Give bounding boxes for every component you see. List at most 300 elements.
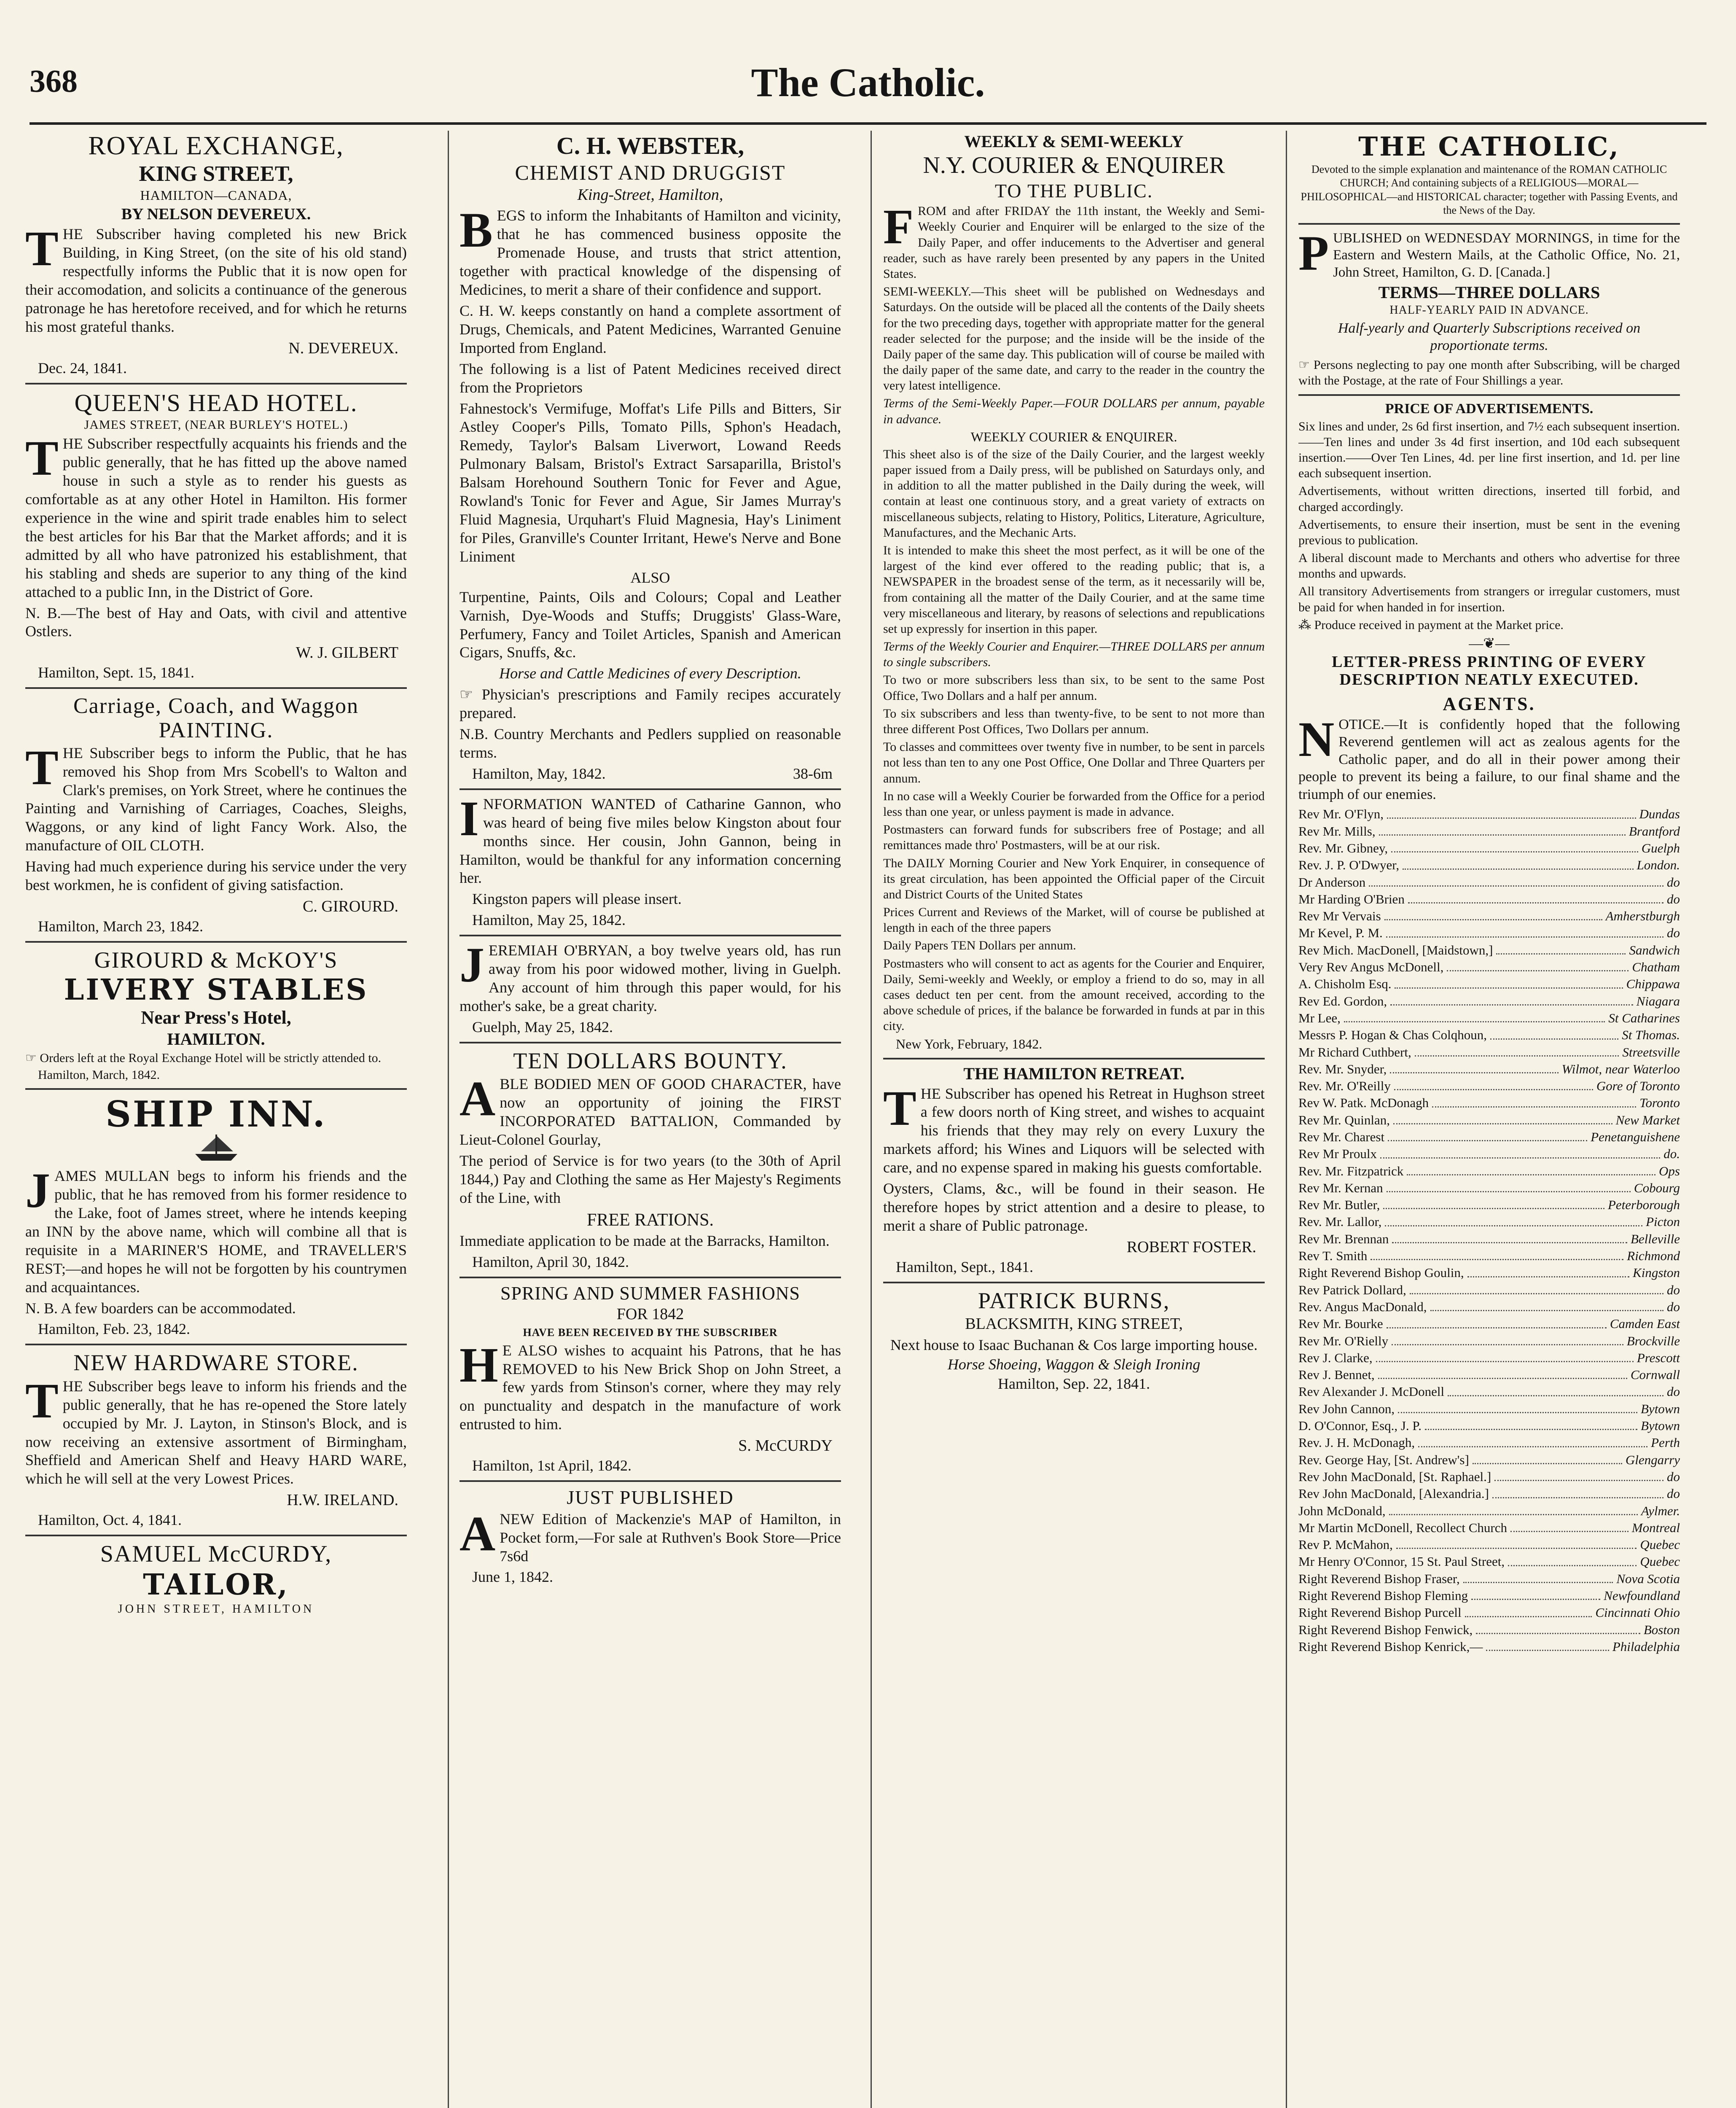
agent-name: Dr Anderson bbox=[1298, 874, 1366, 890]
ad-year: FOR 1842 bbox=[616, 1305, 684, 1323]
leader-dots bbox=[1418, 1434, 1647, 1447]
ad-horse: Horse and Cattle Medicines of every Description. bbox=[499, 665, 801, 682]
agent-row bbox=[1298, 908, 1680, 925]
agent-place: Belleville bbox=[1630, 1231, 1680, 1246]
leader-dots bbox=[1390, 1061, 1558, 1073]
ad-by: BY NELSON DEVEREUX. bbox=[121, 205, 311, 223]
ad-date: Dec. 24, 1841. bbox=[38, 359, 127, 376]
divider bbox=[25, 1535, 407, 1536]
leader-dots bbox=[1408, 891, 1663, 903]
agent-row bbox=[1298, 1519, 1680, 1536]
ad-daily: The DAILY Morning Courier and New York Enquirer, in consequence of its great circulation, has been appointed the Official paper of the Circuit and District Courts of the United States bbox=[883, 856, 1265, 901]
leader-dots bbox=[1463, 1570, 1613, 1583]
ad-date: New York, February, 1842. bbox=[896, 1036, 1043, 1051]
ad-title-text: SHIP INN. bbox=[105, 1093, 327, 1135]
agent-row bbox=[1298, 1485, 1680, 1502]
ad-weekly-head: WEEKLY COURIER & ENQUIRER. bbox=[970, 429, 1177, 444]
ad-list-2: Turpentine, Paints, Oils and Colours; Copal and Leather Varnish, Dye-Woods and Stuffs; Druggists' Glass-Ware, Perfumery, Fancy and Toilet Articles, Spanish and American Cigars, Snuffs, &c. bbox=[460, 588, 841, 661]
ad-street: King-Street, Hamilton, bbox=[577, 186, 723, 204]
agent-row bbox=[1298, 1417, 1680, 1434]
ad-body-2: Horse Shoeing, Waggon & Sleigh Ironing bbox=[947, 1355, 1201, 1373]
painting-ad bbox=[25, 694, 407, 935]
agent-name: Rev J. Bennet, bbox=[1298, 1367, 1375, 1382]
price-text: Six lines and under, 2s 6d first insertion, and 7½ each subsequent insertion.——Ten lines and under 3s 4d first insertion, and 10d each subsequent insertion.——Over Ten Lines, 4d. per line first insertion, and 1d. per line each subsequent insertion. bbox=[1298, 419, 1680, 481]
leader-dots bbox=[1430, 1299, 1663, 1311]
ad-title-2: TAILOR, bbox=[143, 1568, 289, 1602]
ad-title: QUEEN'S HEAD HOTEL. bbox=[74, 389, 358, 417]
ad-title: C. H. WEBSTER, bbox=[556, 132, 744, 159]
ad-subtitle: CHEMIST AND DRUGGIST bbox=[515, 160, 786, 184]
agent-row bbox=[1298, 1553, 1680, 1570]
ad-signature: ROBERT FOSTER. bbox=[1126, 1238, 1256, 1256]
ad-body-3: Immediate application to be made at the Barracks, Hamilton. bbox=[460, 1232, 830, 1249]
agent-row bbox=[1298, 1401, 1680, 1417]
ad-body: THE Subscriber has opened his Retreat in Hughson street a few doors north of King street, and wishes to acquaint his friends that they may rely on every Luxury the markets afford; his Wines and Liquors will be selected with care, and no expense spared in making his guests comfortable. bbox=[883, 1080, 1265, 1176]
ad-body: INFORMATION WANTED of Catharine Gannon, who was heard of being five miles below Kingston about four months since. Her cousin, John Gannon, being in Hamilton, would be thankful for any information concerning her. bbox=[460, 790, 841, 887]
agent-row bbox=[1298, 1078, 1680, 1094]
ad-subtitle: BLACKSMITH, KING STREET, bbox=[965, 1315, 1183, 1333]
agent-name: Rev T. Smith bbox=[1298, 1248, 1368, 1264]
ad-date: Hamilton, May 25, 1842. bbox=[472, 911, 626, 929]
ad-title: TEN DOLLARS BOUNTY. bbox=[513, 1048, 787, 1073]
leader-dots bbox=[1378, 1366, 1627, 1379]
divider bbox=[883, 1282, 1265, 1283]
ad-street: KING STREET, bbox=[139, 162, 293, 186]
divider bbox=[25, 1344, 407, 1345]
ad-body: THE Subscriber begs to inform the Public, that he has removed his Shop from Mrs Scobell's to Walton and Clark's premises, on York Street, where he continues the Painting and Varnishing of Carriages, Coaches, Sleighs, Waggons, or any kind of light Fancy Work. Also, the manufacture of OIL CLOTH. bbox=[25, 739, 407, 854]
agent-name: Rev John Cannon, bbox=[1298, 1401, 1395, 1416]
ad-body-3: The following is a list of Patent Medicines received direct from the Proprietors bbox=[460, 360, 841, 396]
ad-date: Hamilton, April 30, 1842. bbox=[472, 1253, 629, 1270]
ad-date: Hamilton, May, 1842. bbox=[472, 765, 606, 782]
ad-rations: FREE RATIONS. bbox=[586, 1210, 714, 1230]
ad-no-case: In no case will a Weekly Courier be forwarded from the Office for a period less than one year, or unless payment is made in advance. bbox=[883, 789, 1265, 819]
leader-dots bbox=[1369, 874, 1663, 887]
agent-row bbox=[1298, 1383, 1680, 1400]
ad-note: N. B.—The best of Hay and Oats, with civil and attentive Ostlers. bbox=[25, 604, 407, 640]
agent-place: Chippawa bbox=[1626, 976, 1680, 992]
leader-dots bbox=[1376, 1350, 1634, 1362]
agent-name: Rev John MacDonald, [Alexandria.] bbox=[1298, 1486, 1489, 1501]
ad-body: THE Subscriber begs leave to inform his friends and the public generally, that he has re-opened the Store lately occupied by Mr. J. Layton, in Stinson's Block, and is now receiving an extensive assortment of Birmingham, Sheffield and American Shelf and Heavy HARD WARE, which he will sell at the very Lowest Prices. bbox=[25, 1373, 407, 1487]
map-ad bbox=[460, 1487, 841, 1586]
price-transitory: All transitory Advertisements from strangers or irregular customers, must be paid for when handed in for insertion. bbox=[1298, 584, 1680, 614]
paper-devoted: Devoted to the simple explanation and maintenance of the ROMAN CATHOLIC CHURCH; And containing subjects of a RELIGIOUS—MORAL—PHILOSOPHICAL—and HISTORICAL character; together with Passing Events, and the News of the Day. bbox=[1301, 163, 1678, 216]
price-evening: Advertisements, to ensure their insertion, must be sent in the evening previous to publication. bbox=[1298, 517, 1680, 547]
fashions-ad bbox=[460, 1283, 841, 1475]
agent-name: Rev Mr. Charest bbox=[1298, 1129, 1385, 1144]
information-wanted-ad bbox=[460, 790, 841, 929]
ad-semi-terms: Terms of the Semi-Weekly Paper.—FOUR DOLLARS per annum, payable in advance. bbox=[883, 396, 1265, 426]
column-rule bbox=[1286, 131, 1287, 2108]
agent-place: Perth bbox=[1651, 1435, 1680, 1450]
leader-dots bbox=[1448, 1383, 1663, 1396]
column-2 bbox=[460, 131, 841, 2108]
agent-place: Brantford bbox=[1629, 823, 1680, 839]
agent-place: Penetanguishene bbox=[1591, 1129, 1680, 1144]
divider bbox=[460, 1277, 841, 1278]
ad-date: Hamilton, Feb. 23, 1842. bbox=[38, 1320, 190, 1338]
paper-title: THE CATHOLIC, bbox=[1358, 131, 1620, 162]
ad-title: PATRICK BURNS, bbox=[978, 1288, 1170, 1313]
livery-ad bbox=[25, 948, 407, 1082]
agent-name: Rev John MacDonald, [St. Raphael.] bbox=[1298, 1469, 1491, 1484]
agent-row bbox=[1298, 806, 1680, 823]
ad-date: Hamilton, Sept., 1841. bbox=[896, 1258, 1033, 1275]
page-number: 368 bbox=[30, 64, 78, 99]
leader-dots bbox=[1473, 1452, 1622, 1464]
price-without: Advertisements, without written directions, inserted till forbid, and charged accordingly. bbox=[1298, 484, 1680, 514]
agent-row bbox=[1298, 1536, 1680, 1553]
agent-place: Prescott bbox=[1637, 1350, 1680, 1365]
agent-row bbox=[1298, 857, 1680, 874]
column-rule bbox=[871, 131, 872, 2108]
agent-name: Rev Mr. Bourke bbox=[1298, 1316, 1383, 1331]
agent-name: Right Reverend Bishop Purcell bbox=[1298, 1605, 1462, 1620]
ad-title: GIROURD & McKOY'S bbox=[94, 947, 338, 973]
asterism-icon: ⁂ bbox=[1298, 618, 1311, 632]
ad-physicians-text: Physician's prescriptions and Family recipes accurately prepared. bbox=[460, 686, 841, 722]
ad-place: HAMILTON. bbox=[167, 1029, 265, 1049]
leader-dots bbox=[1344, 1010, 1605, 1022]
leader-dots bbox=[1403, 857, 1633, 869]
paper-neglect-text: Persons neglecting to pay one month after Subscribing, will be charged with the Postage, at the rate of Four Shillings a year. bbox=[1298, 358, 1680, 387]
agent-name: Rev Mr. Brennan bbox=[1298, 1231, 1389, 1246]
leader-dots bbox=[1396, 1536, 1637, 1549]
ad-title: NEW HARDWARE STORE. bbox=[73, 1350, 359, 1376]
agent-row bbox=[1298, 1112, 1680, 1129]
agent-place: Camden East bbox=[1610, 1316, 1680, 1331]
ad-date: Hamilton, Oct. 4, 1841. bbox=[38, 1511, 182, 1529]
agent-name: Right Reverend Bishop Goulin, bbox=[1298, 1265, 1464, 1280]
leader-dots bbox=[1392, 1333, 1623, 1345]
agent-name: Mr Martin McDonell, Recollect Church bbox=[1298, 1520, 1508, 1535]
leader-dots bbox=[1391, 840, 1638, 852]
agent-place: do bbox=[1667, 1299, 1680, 1314]
ad-note: N. B. A few boarders can be accommodated. bbox=[25, 1299, 296, 1317]
ad-title: SAMUEL McCURDY, bbox=[100, 1541, 332, 1568]
ad-weekly: This sheet also is of the size of the Daily Courier, and the largest weekly paper issued from a Daily press, will be published on Saturdays only, and in addition to all the matter published in the Daily during the week, will contain at least one continuous story, and a great variety of extracts on miscellaneous subjects, relating to History, Politics, Literature, Agriculture, Manufactures, and the Mechanic Arts. bbox=[883, 447, 1265, 540]
divider bbox=[1298, 223, 1680, 225]
agent-row bbox=[1298, 1570, 1680, 1587]
agent-place: Cincinnati Ohio bbox=[1595, 1605, 1680, 1620]
agent-place: Nova Scotia bbox=[1616, 1571, 1680, 1586]
agent-row bbox=[1298, 1315, 1680, 1332]
ad-also: ALSO bbox=[630, 569, 670, 586]
leader-dots bbox=[1415, 1044, 1619, 1057]
ad-date: Hamilton, March, 1842. bbox=[38, 1067, 160, 1082]
ad-subtitle: HAVE BEEN RECEIVED BY THE SUBSCRIBER bbox=[523, 1326, 778, 1339]
divider bbox=[460, 935, 841, 936]
leader-dots bbox=[1490, 1027, 1618, 1039]
agent-place: Quebec bbox=[1640, 1554, 1680, 1569]
agent-place: Bytown bbox=[1641, 1418, 1680, 1433]
agent-row bbox=[1298, 1163, 1680, 1180]
ad-signature: W. J. GILBERT bbox=[296, 644, 398, 662]
agent-row bbox=[1298, 1197, 1680, 1213]
agent-place: Newfoundland bbox=[1604, 1588, 1680, 1603]
agent-row bbox=[1298, 959, 1680, 976]
divider bbox=[1298, 394, 1680, 396]
ad-body: THE Subscriber having completed his new Brick Building, in King Street, (on the site of his old stand) respectfully informs the Public that it is now open for their accomodation, and solicits a continuance of the generous patronage he has heretofore received, and for which he returns his most grateful thanks. bbox=[25, 221, 407, 335]
leader-dots bbox=[1510, 1519, 1629, 1532]
ad-note: N.B. Country Merchants and Pedlers supplied on reasonable terms. bbox=[460, 726, 841, 761]
divider bbox=[460, 1042, 841, 1043]
leader-dots bbox=[1465, 1604, 1592, 1617]
paper-terms: TERMS—THREE DOLLARS bbox=[1378, 282, 1600, 302]
agent-place: Picton bbox=[1646, 1214, 1680, 1229]
agent-name: Rev Mr. Kernan bbox=[1298, 1180, 1383, 1195]
agent-row bbox=[1298, 925, 1680, 941]
paper-quarterly: Half-yearly and Quarterly Subscriptions received on proportionate terms. bbox=[1338, 320, 1641, 354]
agent-name: Rev Mr Vervais bbox=[1298, 909, 1381, 924]
leader-dots bbox=[1410, 1282, 1663, 1294]
leader-dots bbox=[1394, 1078, 1593, 1090]
agent-name: Rev. Mr. O'Reilly bbox=[1298, 1078, 1391, 1094]
leader-dots bbox=[1432, 1094, 1636, 1107]
agent-name: D. O'Connor, Esq., J. P. bbox=[1298, 1418, 1422, 1433]
leader-dots bbox=[1447, 959, 1629, 971]
ad-title-2: LIVERY STABLES bbox=[64, 973, 368, 1007]
ad-body: Next house to Isaac Buchanan & Cos large importing house. bbox=[890, 1336, 1258, 1353]
ad-list: Fahnestock's Vermifuge, Moffat's Life Pills and Bitters, Sir Astley Cooper's Pills, Tomato Pills, Sphon's Headach, Remedy, Taylor's Balsam Liverwort, Lowand Reeds Pulmonary Balsam, Bristol's Extract Sarsaparilla, Bristol's Balsam Horehound Southern Tonic for Fever and Ague, Rowland's Tonic for Fever and Ague, Sir James Murray's Fluid Magnesia, Urquhart's Fluid Magnesia, Hay's Liniment for Piles, Granville's Counter Irritant, Hewe's Nerve and Bone Liniment bbox=[460, 400, 841, 565]
agent-place: Guelph bbox=[1641, 840, 1680, 855]
agent-place: do bbox=[1667, 1486, 1680, 1501]
agent-name: Rev Mr. O'Flyn, bbox=[1298, 807, 1384, 822]
ad-body: THE Subscriber respectfully acquaints his friends and the public generally, that he has fitted up the above named house in such a style as to render his guests as comfortable as at any other Hotel in Hamilton. His former experience in the wine and spirit trade enables him to select the best articles for his Bar that the Market affords; and it is admitted by all who have patronized his establishment, that his stabling and sheds are superior to any thing of the kind attached to a public Inn, in the District of Gore. bbox=[25, 430, 407, 600]
divider bbox=[883, 1058, 1265, 1059]
agent-place: Montreal bbox=[1631, 1520, 1680, 1535]
agent-row bbox=[1298, 993, 1680, 1010]
paper-neglect bbox=[1298, 357, 1680, 388]
masthead: The Catholic. bbox=[751, 60, 985, 105]
agent-place: do bbox=[1667, 1469, 1680, 1484]
agent-row bbox=[1298, 874, 1680, 891]
agent-row bbox=[1298, 1145, 1680, 1162]
agent-place: Aylmer. bbox=[1641, 1503, 1680, 1518]
price-title: PRICE OF ADVERTISEMENTS. bbox=[1385, 401, 1594, 417]
agent-row bbox=[1298, 1094, 1680, 1111]
ad-signature: N. DEVEREUX. bbox=[288, 339, 398, 357]
leader-dots bbox=[1387, 1315, 1607, 1328]
agent-row bbox=[1298, 1333, 1680, 1350]
ad-body: ANEW Edition of Mackenzie's MAP of Hamilton, in Pocket form,—For sale at Ruthven's Book Store—Price 7s6d bbox=[460, 1506, 841, 1565]
leader-dots bbox=[1393, 1112, 1612, 1124]
agent-name: Rev Mr. Mills, bbox=[1298, 823, 1376, 839]
agent-name: Rev W. Patk. McDonagh bbox=[1298, 1095, 1429, 1110]
divider bbox=[25, 941, 407, 943]
ad-title: ROYAL EXCHANGE, bbox=[88, 132, 344, 160]
ad-signature: C. GIROURD. bbox=[303, 898, 398, 915]
agent-name: Rev Patrick Dollard, bbox=[1298, 1282, 1406, 1297]
ad-body-2: C. H. W. keeps constantly on hand a complete assortment of Drugs, Chemicals, and Patent Medicines, Warranted Genuine Imported from England. bbox=[460, 302, 841, 356]
agent-name: Mr Kevel, P. M. bbox=[1298, 925, 1383, 941]
divider bbox=[25, 383, 407, 384]
agent-name: Right Reverend Bishop Fraser, bbox=[1298, 1571, 1460, 1586]
agent-name: Rev. Mr. Lallor, bbox=[1298, 1214, 1382, 1229]
ad-to: TO THE PUBLIC. bbox=[994, 180, 1153, 202]
divider bbox=[25, 687, 407, 689]
agents-notice: NOTICE.—It is confidently hoped that the following Reverend gentlemen will act as zealous agents for the Catholic paper, and do all in their power among their people to prevent its being a failure, to our final shame and the triumph of our enemies. bbox=[1298, 712, 1680, 802]
leader-dots bbox=[1425, 1417, 1637, 1430]
agent-place: London. bbox=[1637, 858, 1680, 873]
ad-daily-terms: Daily Papers TEN Dollars per annum. bbox=[883, 938, 1076, 953]
agent-place: Brockville bbox=[1626, 1333, 1680, 1348]
leader-dots bbox=[1476, 1621, 1640, 1634]
agent-place: Sandwich bbox=[1629, 942, 1680, 957]
agent-place: Wilmot, near Waterloo bbox=[1561, 1061, 1680, 1076]
agent-row bbox=[1298, 1299, 1680, 1315]
ad-body-2: The period of Service is for two years (to the 30th of April 1844,) Pay and Clothing the same as Her Majesty's Regiments of the Line, with bbox=[460, 1152, 841, 1206]
agent-place: do bbox=[1667, 925, 1680, 941]
agent-row bbox=[1298, 1231, 1680, 1248]
ad-clubs-3: To classes and committees over twenty five in number, to be sent in parcels not less than ten to any one Post Office, One Dollar and Three Quarters per annum. bbox=[883, 740, 1265, 785]
ad-kicker: WEEKLY & SEMI-WEEKLY bbox=[964, 132, 1184, 151]
agent-name: Messrs P. Hogan & Chas Colqhoun, bbox=[1298, 1027, 1487, 1043]
agent-name: Rev Alexander J. McDonell bbox=[1298, 1384, 1445, 1399]
column-4 bbox=[1298, 131, 1680, 2108]
price-discount: A liberal discount made to Merchants and others who advertise for three months and upwards. bbox=[1298, 551, 1680, 581]
leader-dots bbox=[1386, 925, 1663, 937]
courier-ad bbox=[883, 132, 1265, 1052]
agent-place: Bytown bbox=[1641, 1401, 1680, 1416]
column-3 bbox=[883, 131, 1265, 2108]
leader-dots bbox=[1471, 1587, 1600, 1600]
agent-place: do bbox=[1667, 891, 1680, 906]
agent-row bbox=[1298, 976, 1680, 992]
pointing-hand-icon: ☞ bbox=[1298, 358, 1310, 372]
ad-body: FROM and after FRIDAY the 11th instant, the Weekly and Semi-Weekly Courier and Enquirer will be enlarged to the size of the Daily Paper, and offer inducements to the Advertiser and general reader, such as have rarely been presented by any papers in the United States. bbox=[883, 199, 1265, 281]
column-1 bbox=[25, 131, 407, 2108]
agent-place: Richmond bbox=[1627, 1248, 1680, 1264]
ad-date: Hamilton, 1st April, 1842. bbox=[472, 1457, 632, 1474]
ad-signature: S. McCURDY bbox=[738, 1437, 833, 1455]
ad-date: Hamilton, March 23, 1842. bbox=[38, 918, 203, 935]
agent-row bbox=[1298, 1213, 1680, 1230]
agent-row bbox=[1298, 1350, 1680, 1366]
agent-place: Ops bbox=[1659, 1163, 1680, 1178]
agent-place: Amherstburgh bbox=[1605, 909, 1680, 924]
agent-row bbox=[1298, 1604, 1680, 1621]
agent-place: Streetsville bbox=[1622, 1044, 1680, 1059]
queens-head-ad bbox=[25, 390, 407, 682]
ad-clubs: To two or more subscribers less than six, to be sent to the same Post Office, Two Dollars and a half per annum. bbox=[883, 673, 1265, 703]
agent-name: Rev Mr. Butler, bbox=[1298, 1197, 1380, 1213]
agent-row bbox=[1298, 1264, 1680, 1281]
agent-name: Mr Harding O'Brien bbox=[1298, 891, 1405, 906]
leader-dots bbox=[1371, 1248, 1623, 1260]
ad-note: Kingston papers will please insert. bbox=[472, 890, 682, 908]
agent-place: Philadelphia bbox=[1612, 1639, 1680, 1654]
agent-place: Niagara bbox=[1636, 993, 1680, 1008]
agent-place: Kingston bbox=[1633, 1265, 1680, 1280]
agent-name: Mr Henry O'Connor, 15 St. Paul Street, bbox=[1298, 1554, 1505, 1569]
agent-name: Rev. Mr. Snyder, bbox=[1298, 1061, 1387, 1076]
leader-dots bbox=[1467, 1264, 1629, 1277]
agent-place: Cornwall bbox=[1630, 1367, 1680, 1382]
agent-name: Rev. J. P. O'Dwyer, bbox=[1298, 858, 1400, 873]
agent-row bbox=[1298, 1282, 1680, 1299]
ad-subtitle: JAMES STREET, (NEAR BURLEY'S HOTEL.) bbox=[84, 418, 348, 432]
agent-row bbox=[1298, 1366, 1680, 1383]
agent-row bbox=[1298, 840, 1680, 857]
webster-ad bbox=[460, 132, 841, 782]
leader-dots bbox=[1387, 1180, 1631, 1192]
ship-icon bbox=[25, 1133, 407, 1164]
ad-body-2: Having had much experience during his service under the very best workmen, he is confident of giving satisfaction. bbox=[25, 858, 407, 894]
ad-date: Hamilton, Sept. 15, 1841. bbox=[38, 664, 194, 681]
agent-name: Rev Mr. Quinlan, bbox=[1298, 1112, 1390, 1127]
agent-place: Gore of Toronto bbox=[1596, 1078, 1680, 1094]
agent-name: Mr Lee, bbox=[1298, 1010, 1341, 1025]
agent-row bbox=[1298, 1468, 1680, 1485]
agent-place: do. bbox=[1663, 1146, 1680, 1162]
agent-place: do bbox=[1667, 874, 1680, 890]
leader-dots bbox=[1486, 1638, 1609, 1651]
ship-inn-ad bbox=[25, 1095, 407, 1338]
agent-name: Rev J. Clarke, bbox=[1298, 1350, 1373, 1365]
price-produce bbox=[1298, 617, 1680, 633]
leader-dots bbox=[1379, 823, 1626, 836]
ad-date: June 1, 1842. bbox=[472, 1568, 553, 1586]
agent-row bbox=[1298, 1129, 1680, 1145]
agent-name: John McDonald, bbox=[1298, 1503, 1386, 1518]
agent-row bbox=[1298, 942, 1680, 959]
agent-place: do bbox=[1667, 1282, 1680, 1297]
ad-body: JAMES MULLAN begs to inform his friends and the public, that he has removed from his former residence to the Lake, foot of James street, where he intends keeping an INN by the above name, which will combine all that is requisite in a MARINER'S HOME, and TRAVELLER'S REST;—and hopes he will not be forgotten by his countrymen and acquaintances. bbox=[25, 1163, 407, 1296]
agent-row bbox=[1298, 1638, 1680, 1655]
agent-row bbox=[1298, 823, 1680, 840]
leader-dots bbox=[1392, 1231, 1627, 1243]
leader-dots bbox=[1407, 1163, 1655, 1175]
agent-name: Right Reverend Bishop Fleming bbox=[1298, 1588, 1468, 1603]
agent-place: Toronto bbox=[1639, 1095, 1680, 1110]
leader-dots bbox=[1390, 993, 1633, 1006]
royal-exchange-ad bbox=[25, 132, 407, 377]
ad-body-2: Oysters, Clams, &c., will be found in their season. He therefore hopes by strict attention and a desire to please, to merit a share of Public patronage. bbox=[883, 1180, 1265, 1234]
paper-published: PUBLISHED on WEDNESDAY MORNINGS, in time for the Eastern and Western Mails, at the Catholic Office, No. 21, John Street, Hamilton, G. D. [Canada.] bbox=[1298, 226, 1680, 281]
ad-semi: SEMI-WEEKLY.—This sheet will be published on Wednesdays and Saturdays. On the outside will be placed all the contents of the Daily sheets for the two preceding days, together with appropriate matter for the general reader selected for the purpose; and the inside will be the inside of the Daily paper of the same day. This publication will of course be mailed with the daily paper of the same date, and carry to the reader in the country the very latest intelligence. bbox=[883, 285, 1265, 393]
ornament-icon: —❦— bbox=[1469, 636, 1510, 652]
ad-body: JEREMIAH O'BRYAN, a boy twelve years old, has run away from his poor widowed mother, living in Guelph. Any account of him through this paper would, for his mother's sake, be a great charity. bbox=[460, 937, 841, 1015]
agent-row bbox=[1298, 891, 1680, 908]
agent-row bbox=[1298, 1027, 1680, 1043]
leader-dots bbox=[1395, 976, 1623, 988]
leader-dots bbox=[1496, 942, 1626, 955]
leader-dots bbox=[1384, 908, 1602, 920]
agents-title: AGENTS. bbox=[1443, 693, 1536, 714]
obryan-ad bbox=[460, 937, 841, 1036]
agent-name: Rev Mich. MacDonell, [Maidstown,] bbox=[1298, 942, 1493, 957]
agent-name: Right Reverend Bishop Kenrick,— bbox=[1298, 1639, 1483, 1654]
leader-dots bbox=[1508, 1553, 1637, 1566]
agent-name: Mr Richard Cuthbert, bbox=[1298, 1044, 1411, 1059]
agent-name: Rev Mr. O'Rielly bbox=[1298, 1333, 1389, 1348]
ad-title: Carriage, Coach, and Waggon PAINTING. bbox=[73, 694, 359, 742]
ad-code: 38-6m bbox=[793, 765, 833, 782]
agent-place: Quebec bbox=[1640, 1537, 1680, 1552]
agent-place: Peterborough bbox=[1607, 1197, 1680, 1213]
agent-row bbox=[1298, 1621, 1680, 1638]
ad-weekly-terms: Terms of the Weekly Courier and Enquirer.—THREE DOLLARS per annum to single subscribers. bbox=[883, 640, 1265, 670]
hardware-ad bbox=[25, 1350, 407, 1529]
agent-name: Rev. Mr. Gibney, bbox=[1298, 840, 1388, 855]
ad-clubs-2: To six subscribers and less than twenty-five, to be sent to not more than three different Post Offices, Two Dollars per annum. bbox=[883, 706, 1265, 736]
agent-place: do bbox=[1667, 1384, 1680, 1399]
ad-prices: Prices Current and Reviews of the Market, will of course be published at length in each of the three papers bbox=[883, 905, 1265, 935]
leader-dots bbox=[1389, 1503, 1638, 1515]
retreat-ad bbox=[883, 1065, 1265, 1276]
